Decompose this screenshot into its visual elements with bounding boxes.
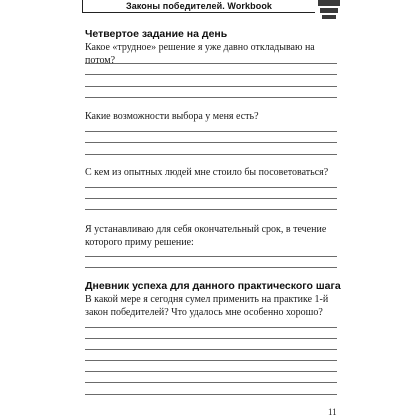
question-text: Я устанавливаю для себя окончательный срок, в течение которого приму решение: <box>85 224 327 248</box>
answer-line[interactable] <box>85 131 337 132</box>
question-text: Какое «трудное» решение я уже давно откладываю на потом? <box>85 42 315 66</box>
answer-line[interactable] <box>85 338 337 339</box>
answer-line[interactable] <box>85 394 337 395</box>
question-text: В какой мере я сегодня сумел применить на практике 1-й закон победителей? Что удалось мне особенно хорошо? <box>85 294 329 318</box>
section-heading: Дневник успеха для данного практического шага <box>85 280 341 292</box>
answer-line[interactable] <box>85 327 337 328</box>
stacked-bars-icon <box>318 0 340 24</box>
answer-line[interactable] <box>85 382 337 383</box>
answer-line[interactable] <box>85 371 337 372</box>
answer-line[interactable] <box>85 74 337 75</box>
answer-line[interactable] <box>85 209 337 210</box>
question-text: Какие возможности выбора у меня есть? <box>85 111 259 122</box>
answer-line[interactable] <box>85 198 337 199</box>
section-heading: Четвертое задание на день <box>85 28 228 40</box>
answer-line[interactable] <box>85 360 337 361</box>
answer-line[interactable] <box>85 97 337 98</box>
question-text: С кем из опытных людей мне стоило бы посоветоваться? <box>85 167 329 178</box>
answer-line[interactable] <box>85 86 337 87</box>
answer-line[interactable] <box>85 142 337 143</box>
answer-line[interactable] <box>85 187 337 188</box>
running-header <box>83 0 315 13</box>
answer-line[interactable] <box>85 154 337 155</box>
answer-line[interactable] <box>85 267 337 268</box>
answer-line[interactable] <box>85 256 337 257</box>
page-number: 11 <box>328 407 337 417</box>
answer-line[interactable] <box>85 349 337 350</box>
running-header-title: Законы победителей. Workbook <box>125 1 273 11</box>
answer-line[interactable] <box>85 63 337 64</box>
